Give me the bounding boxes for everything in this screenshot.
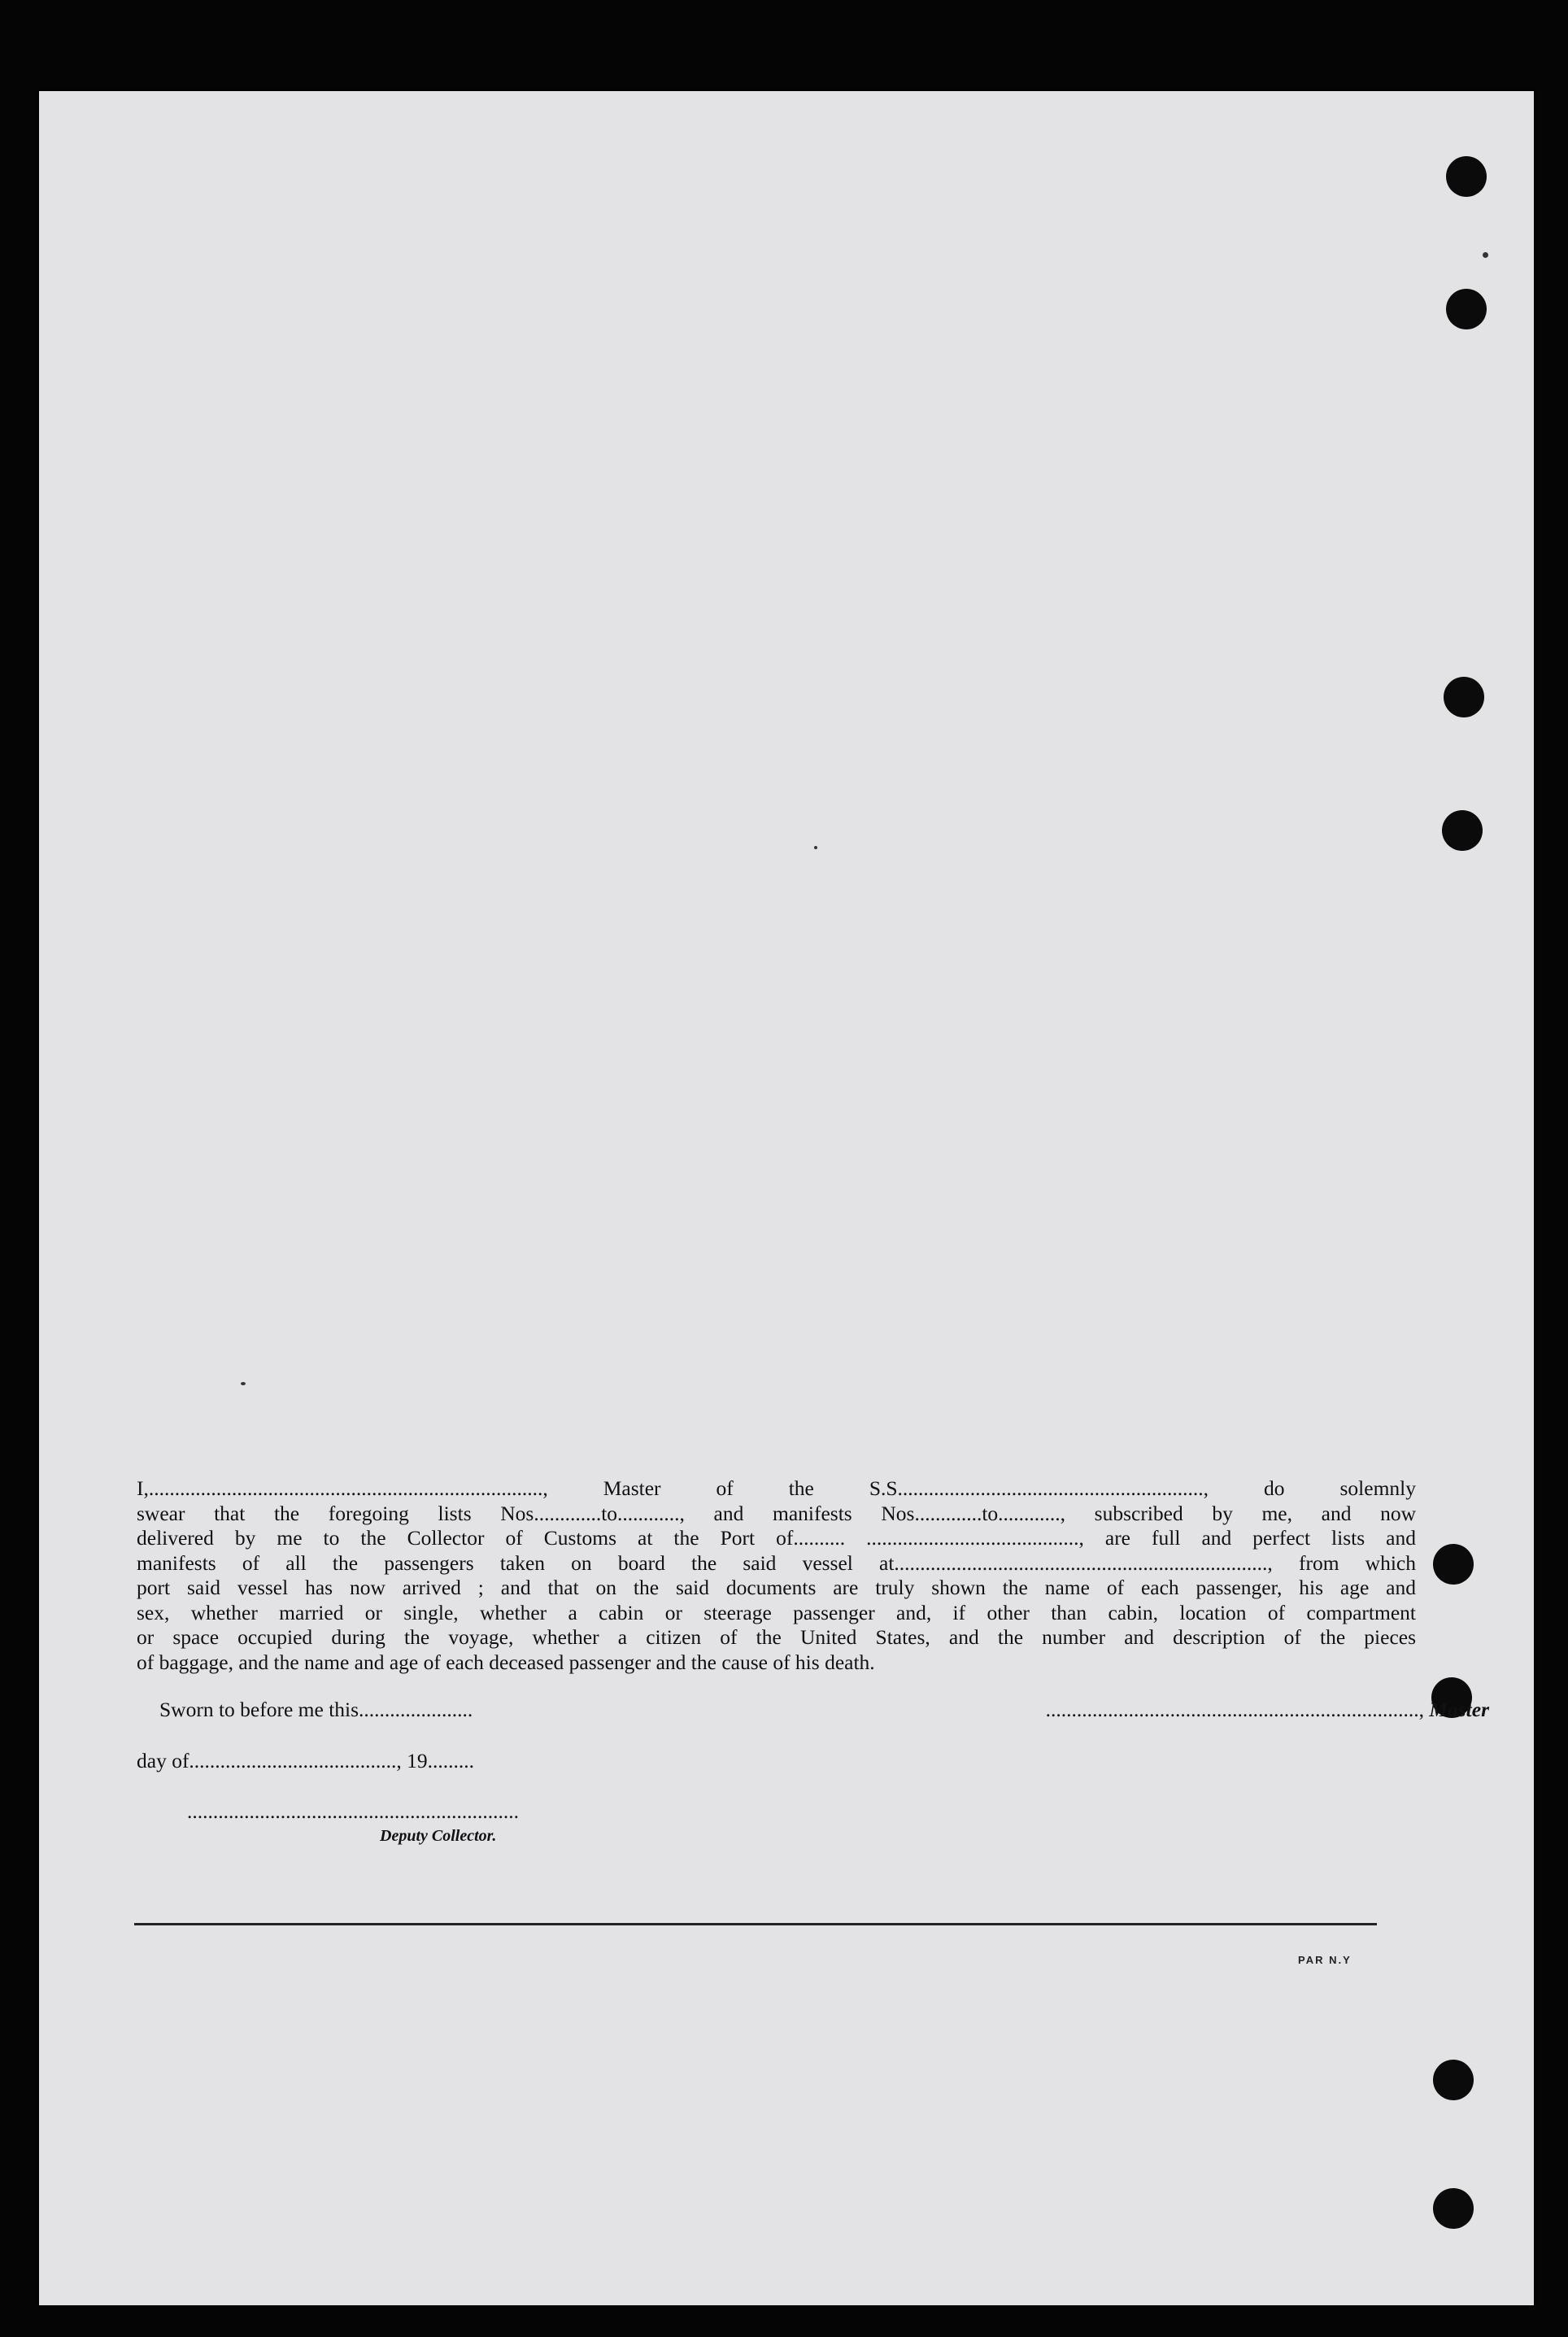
- punch-hole: [1433, 2060, 1474, 2100]
- oath-line: port said vessel has now arrived ; and that on the said documents are truly shown the name of each passenger, his age and: [137, 1576, 1416, 1599]
- oath-line: manifests of all the passengers taken on board the said vessel at........................................................................, from which: [137, 1550, 1416, 1575]
- punch-hole: [1446, 289, 1487, 329]
- punch-hole: [1442, 810, 1483, 851]
- document-page: [39, 91, 1534, 2305]
- horizontal-rule: [134, 1923, 1377, 1925]
- punch-hole: [1444, 677, 1484, 717]
- master-signature-dots: ........................................................................,: [1045, 1698, 1424, 1721]
- oath-line: delivered by me to the Collector of Customs at the Port of.......... ........................................., are full and perfect lists and: [137, 1526, 1416, 1550]
- punch-hole: [1433, 2188, 1474, 2229]
- oath-line: I,............................................................................, Master of the S.S..........................................................., do solemnly: [137, 1476, 1416, 1500]
- master-oath-paragraph: [137, 1476, 1416, 1675]
- speck: [814, 846, 817, 849]
- oath-line: sex, whether married or single, whether a cabin or steerage passenger and, if other than cabin, location of compartment: [137, 1600, 1416, 1624]
- printer-mark: PAR N.Y: [1298, 1954, 1352, 1966]
- day-of-line: day of........................................, 19.........: [137, 1749, 475, 1772]
- sworn-before-line: Sworn to before me this......................: [159, 1698, 473, 1721]
- master-signature-line: [1046, 1698, 1489, 1722]
- master-label: Master: [1429, 1698, 1489, 1721]
- punch-hole: [1446, 156, 1487, 197]
- speck: [241, 1382, 246, 1385]
- oath-line: of baggage, and the name and age of each deceased passenger and the cause of his death.: [137, 1650, 875, 1674]
- oath-line: swear that the foregoing lists Nos.............to............, and manifests Nos.............to............, subscribed by me, and now: [137, 1501, 1416, 1525]
- deputy-signature-dots: ................................................................: [187, 1799, 519, 1823]
- speck: [1483, 252, 1488, 258]
- deputy-collector-label: Deputy Collector.: [380, 1827, 497, 1845]
- oath-line: or space occupied during the voyage, whether a citizen of the United States, and the number and description of the pieces: [137, 1625, 1416, 1649]
- punch-hole: [1433, 1544, 1474, 1585]
